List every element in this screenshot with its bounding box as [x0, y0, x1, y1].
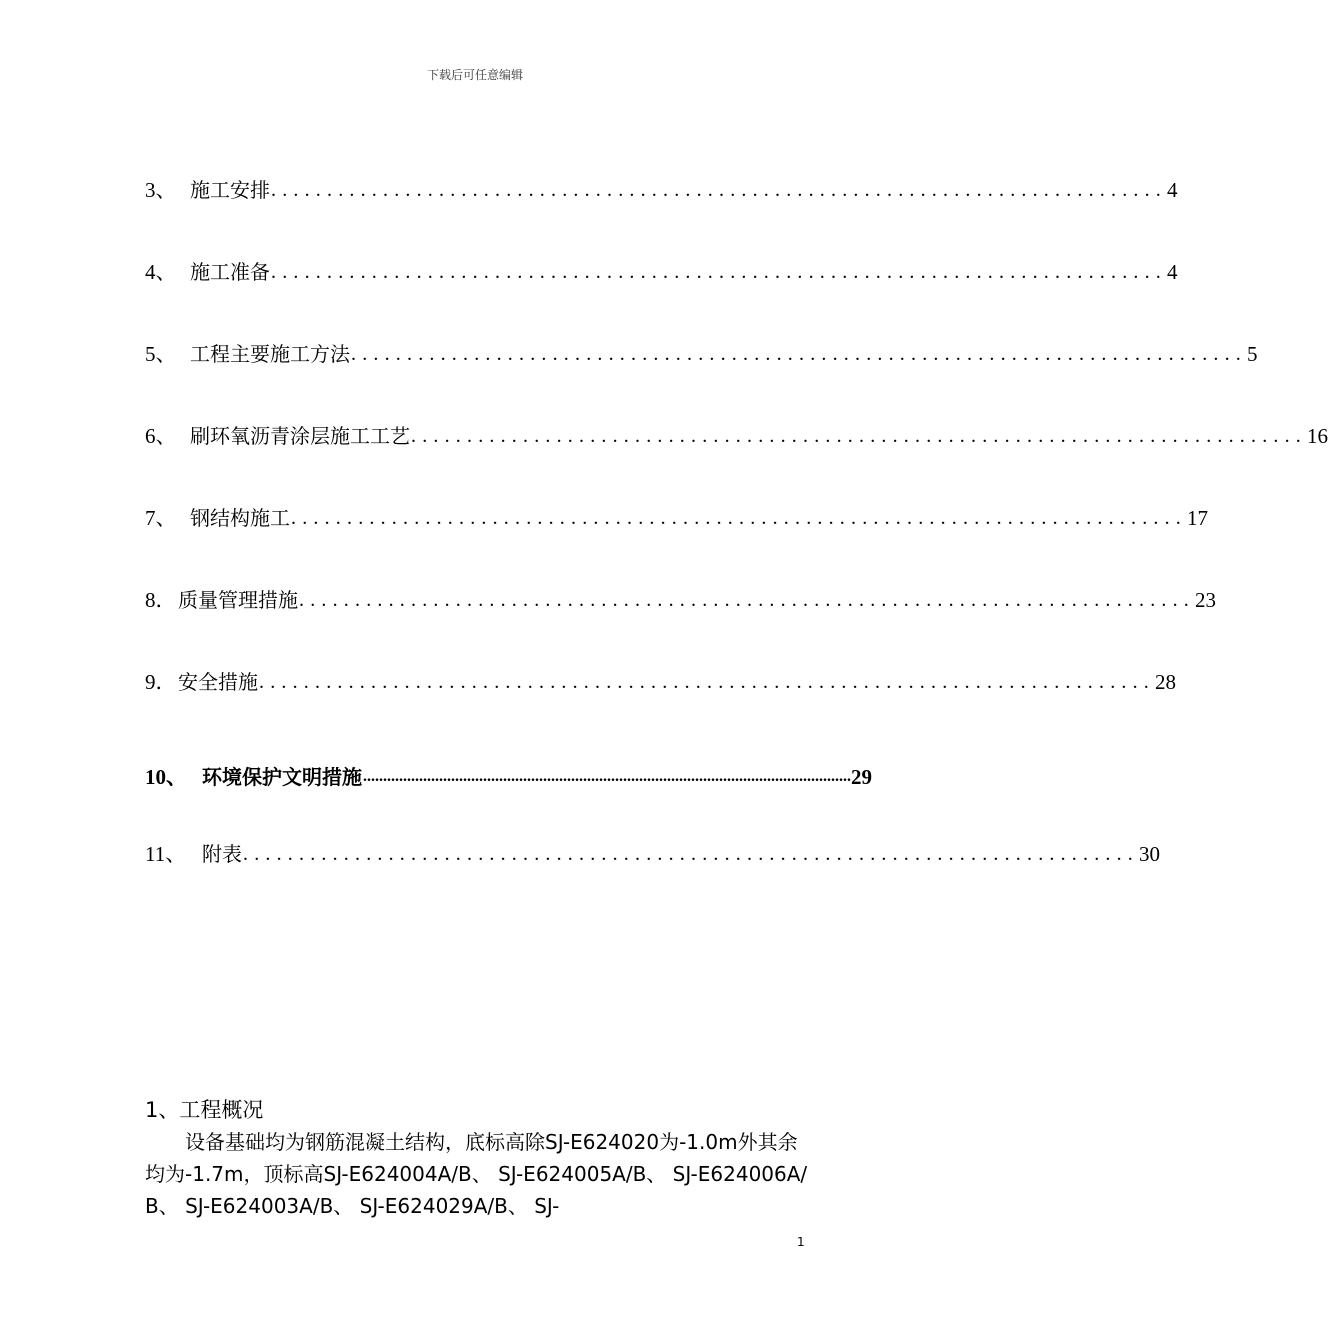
toc-leader-dots: ................................................................................: [411, 425, 1307, 447]
toc-entry-title: 工程主要施工方法: [190, 342, 350, 366]
toc-leader-dots: ................................................................................: [259, 671, 1155, 693]
page-number: 1: [797, 1235, 805, 1249]
toc-leader-dots: ................................................................................: [351, 343, 1247, 365]
toc-entry-title: 施工安排: [190, 178, 270, 202]
toc-entry-page: 17: [1187, 506, 1208, 530]
toc-leader-dots: ................................................................................: [291, 507, 1187, 529]
toc-entry-number: 9．: [145, 670, 177, 694]
toc-leader-dots: ................................................................................: [299, 589, 1195, 611]
toc-entry-number: 3、: [145, 178, 177, 202]
toc-leader-dots: ................................................................................: [271, 179, 1167, 201]
toc-entry-title: 附表: [202, 842, 242, 866]
section-heading: 1、工程概况: [145, 1098, 264, 1122]
toc-entry-number: 5、: [145, 342, 177, 366]
toc-entry[interactable]: [145, 252, 1178, 286]
toc-entry-number: 7、: [145, 506, 177, 530]
toc-entry-page: 28: [1155, 670, 1176, 694]
header-note: 下载后可任意编辑: [426, 68, 523, 82]
toc-entry[interactable]: [145, 834, 1160, 868]
toc-entry[interactable]: [145, 580, 1216, 614]
toc-entry-title: 钢结构施工: [190, 506, 290, 530]
toc-entry-title: 质量管理措施: [178, 588, 298, 612]
toc-entry-page: 23: [1195, 588, 1216, 612]
body-paragraph: 设备基础均为钢筋混凝土结构，底标高除SJ-E624020为-1.0m外其余均为-1.7m，顶标高SJ-E624004A/B、 SJ-E624005A/B、 SJ-E624006A/B、 SJ-E624003A/B、 SJ-E624029A/B、 SJ-: [145, 1130, 808, 1218]
toc-leader-dots: ................................................................................: [243, 843, 1139, 865]
toc-entry[interactable]: [145, 662, 1176, 696]
toc-entry-title: 刷环氧沥青涂层施工工艺: [190, 424, 410, 448]
toc-entry-number: 11、: [145, 842, 187, 866]
toc-leader-dots: ..........................................................................................................................: [363, 768, 851, 785]
toc-entry-title: 施工准备: [190, 260, 270, 284]
toc-entry-page: 30: [1139, 842, 1160, 866]
toc-entry[interactable]: [145, 416, 1328, 450]
toc-entry[interactable]: [145, 170, 1178, 204]
toc-entry[interactable]: [145, 498, 1208, 532]
toc-entry-number: 8．: [145, 588, 177, 612]
toc-entry-number: 6、: [145, 424, 177, 448]
toc-entry-title: 环境保护文明措施: [202, 765, 362, 789]
toc-entry-title: 安全措施: [178, 670, 258, 694]
toc-entry[interactable]: [145, 334, 1258, 368]
toc-entry-page: 16: [1307, 424, 1328, 448]
toc-leader-dots: ................................................................................: [271, 261, 1167, 283]
toc-entry[interactable]: [145, 757, 872, 791]
toc-entry-page: 4: [1167, 260, 1178, 284]
toc-entry-number: 4、: [145, 260, 177, 284]
toc-entry-number: 10、: [145, 765, 187, 789]
toc-entry-page: 4: [1167, 178, 1178, 202]
toc-entry-page: 5: [1247, 342, 1258, 366]
toc-entry-page: 29: [851, 765, 872, 789]
